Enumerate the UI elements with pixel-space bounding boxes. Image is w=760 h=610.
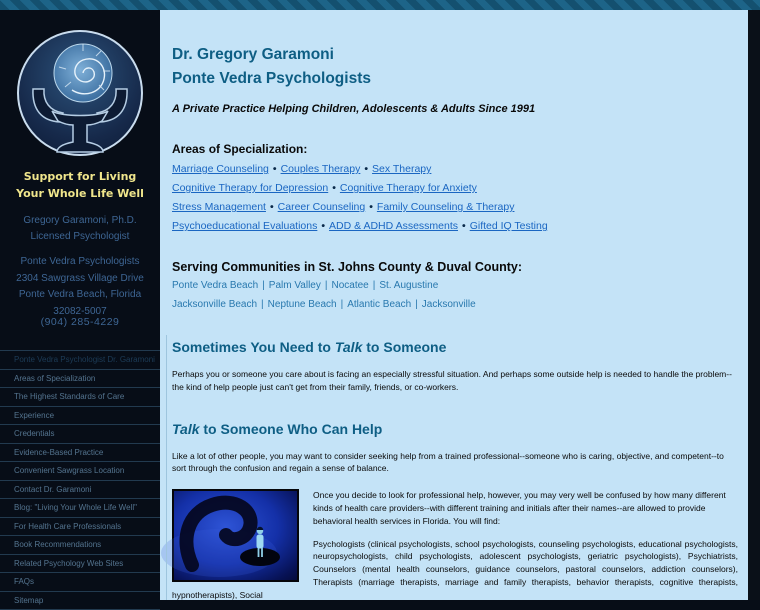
community-ponte-vedra-beach[interactable]: Ponte Vedra Beach bbox=[172, 280, 258, 291]
link-add-adhd-assessments[interactable]: ADD & ADHD Assessments bbox=[329, 220, 458, 232]
pipe-separator: | bbox=[373, 280, 376, 291]
sidebar-item-book-recommendations[interactable]: Book Recommendations bbox=[0, 535, 160, 554]
bullet-separator: • bbox=[369, 201, 373, 213]
practice-address bbox=[0, 254, 160, 320]
paragraph-confused-by-providers: Once you decide to look for professional help, however, you may very well be confused by how many different kinds of health care providers--with different training and initials after their names--are allowed to provide behavioral health services in Florida. You will find: bbox=[172, 489, 738, 527]
main-content bbox=[160, 10, 748, 600]
sidebar-item-experience[interactable]: Experience bbox=[0, 406, 160, 425]
link-gifted-iq-testing[interactable]: Gifted IQ Testing bbox=[470, 220, 548, 232]
pipe-separator: | bbox=[415, 299, 418, 310]
address-line: 2304 Sawgrass Village Drive bbox=[0, 271, 160, 288]
tagline-line2: Your Whole Life Well bbox=[0, 185, 160, 202]
sidebar bbox=[0, 10, 160, 600]
sidebar-item-evidence-based-practice[interactable]: Evidence-Based Practice bbox=[0, 443, 160, 462]
sidebar-item-home[interactable]: Ponte Vedra Psychologist Dr. Garamoni bbox=[0, 350, 160, 369]
specialization-links-row bbox=[172, 201, 738, 213]
credentials-name: Gregory Garamoni, Ph.D. bbox=[0, 213, 160, 229]
communities-row bbox=[172, 278, 738, 293]
content-left-border-line bbox=[166, 335, 167, 600]
nautilus-psi-logo-icon bbox=[15, 26, 145, 162]
psychologist-credentials bbox=[0, 213, 160, 245]
bullet-separator: • bbox=[321, 220, 325, 232]
sidebar-item-contact[interactable]: Contact Dr. Garamoni bbox=[0, 480, 160, 499]
section-heading-need-to-talk bbox=[172, 339, 738, 355]
link-cognitive-therapy-depression[interactable]: Cognitive Therapy for Depression bbox=[172, 182, 328, 194]
person-on-question-mark-icon bbox=[174, 491, 297, 580]
specialization-links-row bbox=[172, 182, 738, 194]
sidebar-item-faqs[interactable]: FAQs bbox=[0, 572, 160, 591]
bullet-separator: • bbox=[332, 182, 336, 194]
sidebar-item-highest-standards[interactable]: The Highest Standards of Care bbox=[0, 387, 160, 406]
link-cognitive-therapy-anxiety[interactable]: Cognitive Therapy for Anxiety bbox=[340, 182, 477, 194]
address-line: 32082-5007 bbox=[0, 304, 160, 321]
link-psychoeducational-evaluations[interactable]: Psychoeducational Evaluations bbox=[172, 220, 317, 232]
specialization-heading: Areas of Specialization: bbox=[172, 142, 738, 156]
community-jacksonville-beach[interactable]: Jacksonville Beach bbox=[172, 299, 257, 310]
sidebar-item-sawgrass-location[interactable]: Convenient Sawgrass Location bbox=[0, 461, 160, 480]
sidebar-item-related-web-sites[interactable]: Related Psychology Web Sites bbox=[0, 554, 160, 573]
section-heading-someone-who-can-help bbox=[172, 421, 738, 437]
paragraph-provider-types: Psychologists (clinical psychologists, school psychologists, counseling psychologists, educational psychologists, neuropsychologists, child psychologists, adolescent psychologists, geriatric psychologists), Psychiatrists, Counselors (mental health counselors, guidance counselors, pastoral counselors, addiction counselors), Therapists (marriage therapists, marriage and family therapists, behavior therapists, cognitive therapists, hypnotherapists), Social bbox=[172, 538, 738, 602]
heading-text: Sometimes You Need to bbox=[172, 339, 335, 355]
bullet-separator: • bbox=[273, 163, 277, 175]
heading-text: to Someone bbox=[362, 339, 446, 355]
community-atlantic-beach[interactable]: Atlantic Beach bbox=[347, 299, 411, 310]
question-mark-photo bbox=[172, 489, 299, 582]
bullet-separator: • bbox=[364, 163, 368, 175]
specialization-links-row bbox=[172, 163, 738, 175]
link-marriage-counseling[interactable]: Marriage Counseling bbox=[172, 163, 269, 175]
link-sex-therapy[interactable]: Sex Therapy bbox=[372, 163, 431, 175]
phone-number: (904) 285-4229 bbox=[0, 316, 160, 328]
heading-italic-word: Talk bbox=[172, 421, 200, 437]
top-stripe-bar bbox=[0, 0, 760, 10]
paragraph-seek-help: Like a lot of other people, you may want to consider seeking help from a trained professional--someone who is caring, objective, and competent--to sort through the confusion and regain a sense of balance. bbox=[172, 450, 738, 476]
pipe-separator: | bbox=[262, 280, 265, 291]
credentials-title: Licensed Psychologist bbox=[0, 229, 160, 245]
heading-italic-word: Talk bbox=[335, 339, 363, 355]
community-neptune-beach[interactable]: Neptune Beach bbox=[268, 299, 337, 310]
community-palm-valley[interactable]: Palm Valley bbox=[269, 280, 321, 291]
communities-row bbox=[172, 297, 738, 312]
page-title-line2: Ponte Vedra Psychologists bbox=[172, 67, 738, 91]
sidebar-nav-menu bbox=[0, 350, 160, 610]
sidebar-item-sitemap[interactable]: Sitemap bbox=[0, 591, 160, 610]
link-stress-management[interactable]: Stress Management bbox=[172, 201, 266, 213]
sidebar-tagline bbox=[0, 168, 160, 202]
link-career-counseling[interactable]: Career Counseling bbox=[278, 201, 366, 213]
right-edge-strip bbox=[748, 10, 760, 600]
page-title bbox=[172, 43, 738, 91]
link-couples-therapy[interactable]: Couples Therapy bbox=[281, 163, 361, 175]
tagline-line1: Support for Living bbox=[0, 168, 160, 185]
pipe-separator: | bbox=[261, 299, 264, 310]
pipe-separator: | bbox=[325, 280, 328, 291]
practice-logo[interactable] bbox=[15, 26, 145, 162]
sidebar-item-credentials[interactable]: Credentials bbox=[0, 424, 160, 443]
address-line: Ponte Vedra Beach, Florida bbox=[0, 287, 160, 304]
specialization-links-row bbox=[172, 220, 738, 232]
sidebar-item-blog[interactable]: Blog: "Living Your Whole Life Well" bbox=[0, 498, 160, 517]
community-jacksonville[interactable]: Jacksonville bbox=[422, 299, 476, 310]
address-line: Ponte Vedra Psychologists bbox=[0, 254, 160, 271]
sidebar-item-health-care-professionals[interactable]: For Health Care Professionals bbox=[0, 517, 160, 536]
bullet-separator: • bbox=[462, 220, 466, 232]
communities-heading: Serving Communities in St. Johns County & Duval County: bbox=[172, 260, 738, 274]
bullet-separator: • bbox=[270, 201, 274, 213]
pipe-separator: | bbox=[341, 299, 344, 310]
community-nocatee[interactable]: Nocatee bbox=[331, 280, 368, 291]
community-st-augustine[interactable]: St. Augustine bbox=[379, 280, 438, 291]
link-family-counseling[interactable]: Family Counseling & Therapy bbox=[377, 201, 515, 213]
provider-info-block bbox=[172, 489, 738, 601]
heading-text: to Someone Who Can Help bbox=[200, 421, 383, 437]
practice-tagline: A Private Practice Helping Children, Adolescents & Adults Since 1991 bbox=[172, 103, 738, 115]
paragraph-need-to-talk: Perhaps you or someone you care about is facing an especially stressful situation. And perhaps some outside help is needed to handle the problem--the kind of help people just can't get from their family, friends, or co-workers. bbox=[172, 368, 738, 394]
sidebar-item-areas-of-specialization[interactable]: Areas of Specialization bbox=[0, 369, 160, 388]
page-title-line1: Dr. Gregory Garamoni bbox=[172, 43, 738, 67]
